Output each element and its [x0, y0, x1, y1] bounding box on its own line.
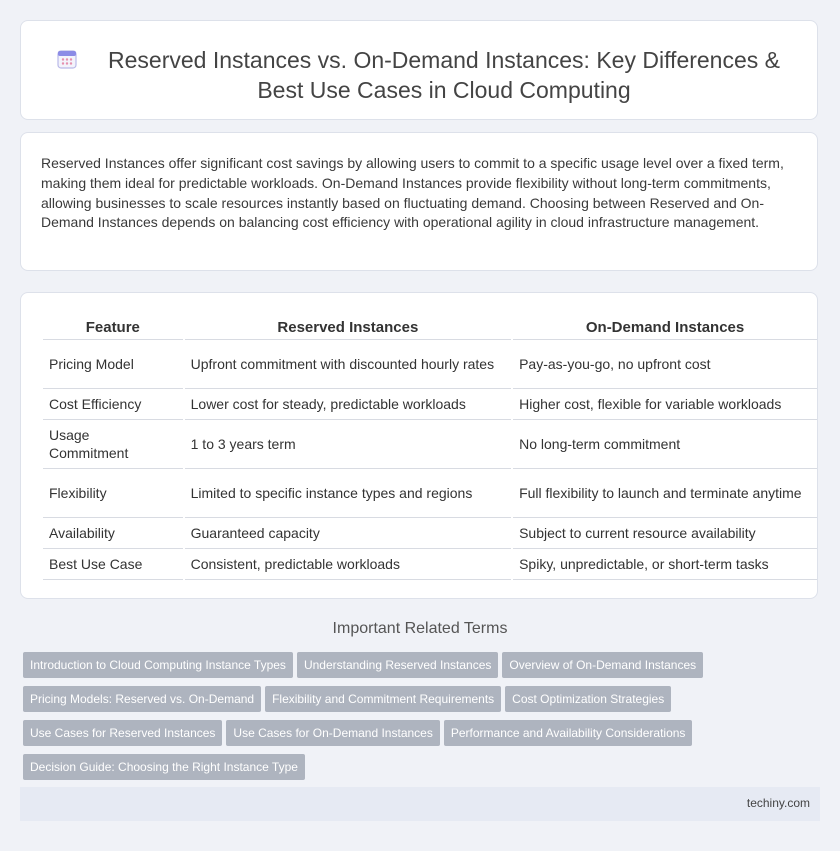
table-row [43, 340, 817, 389]
comparison-table-card [20, 292, 818, 599]
row-on-demand: Pay-as-you-go, no upfront cost [513, 340, 817, 389]
footer [20, 787, 820, 821]
header-reserved: Reserved Instances [185, 315, 511, 340]
intro-paragraph: Reserved Instances offer significant cost savings by allowing users to commit to a specific usage level over a fixed term, making them ideal for predictable workloads. On-Demand Instances provide flexibility without long-term commitments, allowing businesses to scale resources instantly based on fluctuating demand. Choosing between Reserved and On-Demand Instances depends on balancing cost efficiency with operational agility in cloud infrastructure management. [41, 155, 784, 231]
row-on-demand: Subject to current resource availability [513, 518, 817, 549]
row-reserved: Limited to specific instance types and regions [185, 469, 511, 518]
related-terms-list [23, 652, 783, 788]
related-term-tag[interactable]: Flexibility and Commitment Requirements [265, 686, 501, 712]
related-term-tag[interactable]: Introduction to Cloud Computing Instance Types [23, 652, 293, 678]
footer-site-link[interactable]: techiny.com [746, 796, 810, 810]
row-on-demand: Spiky, unpredictable, or short-term tasks [513, 549, 817, 580]
title-card [20, 20, 818, 120]
related-term-tag[interactable]: Performance and Availability Considerations [444, 720, 693, 746]
row-feature: Best Use Case [43, 549, 183, 580]
row-reserved: Lower cost for steady, predictable workloads [185, 389, 511, 420]
table-row [43, 518, 817, 549]
related-term-tag[interactable]: Use Cases for On-Demand Instances [226, 720, 439, 746]
row-on-demand: Full flexibility to launch and terminate anytime [513, 469, 817, 518]
related-term-tag[interactable]: Decision Guide: Choosing the Right Instance Type [23, 754, 305, 780]
row-feature: Cost Efficiency [43, 389, 183, 420]
row-feature: Pricing Model [43, 340, 183, 389]
related-term-tag[interactable]: Cost Optimization Strategies [505, 686, 671, 712]
related-term-tag[interactable]: Overview of On-Demand Instances [502, 652, 703, 678]
row-reserved: Guaranteed capacity [185, 518, 511, 549]
row-reserved: 1 to 3 years term [185, 420, 511, 469]
comparison-table [41, 315, 819, 580]
related-term-tag[interactable]: Pricing Models: Reserved vs. On-Demand [23, 686, 261, 712]
related-term-tag[interactable]: Understanding Reserved Instances [297, 652, 498, 678]
row-feature: Availability [43, 518, 183, 549]
row-on-demand: Higher cost, flexible for variable workloads [513, 389, 817, 420]
related-term-tag[interactable]: Use Cases for Reserved Instances [23, 720, 222, 746]
header-feature: Feature [43, 315, 183, 340]
row-feature: Usage Commitment [43, 420, 183, 469]
table-row [43, 389, 817, 420]
header-on-demand: On-Demand Instances [513, 315, 817, 340]
row-on-demand: No long-term commitment [513, 420, 817, 469]
table-row [43, 549, 817, 580]
related-terms-heading: Important Related Terms [332, 620, 508, 637]
intro-card [20, 132, 818, 271]
table-row [43, 420, 817, 469]
row-reserved: Upfront commitment with discounted hourly rates [185, 340, 511, 389]
page-title: Reserved Instances vs. On-Demand Instances: Key Differences & Best Use Cases in Cloud Computing [108, 47, 780, 103]
table-header-row [43, 315, 817, 340]
row-feature: Flexibility [43, 469, 183, 518]
table-row [43, 469, 817, 518]
row-reserved: Consistent, predictable workloads [185, 549, 511, 580]
